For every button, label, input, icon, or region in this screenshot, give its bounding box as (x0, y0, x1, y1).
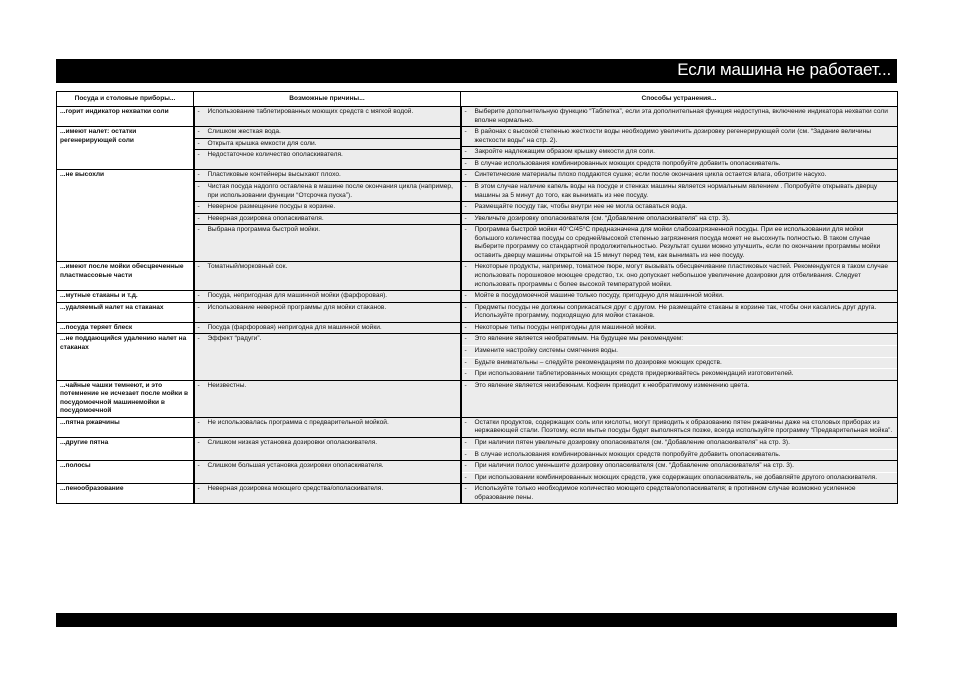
cause-item: - Слишком низкая установка дозировки ополаскивателя. (195, 438, 460, 449)
problem-cell: ...другие пятна (57, 438, 194, 461)
column-header-remedies: Способы устранения... (461, 92, 898, 107)
remedies-cell (461, 417, 898, 437)
cause-item: - Не использовалась программа с предварительной мойкой. (195, 418, 460, 429)
remedy-item: - При наличии пятен увеличьте дозировку ополаскивателя (см. “Добавление ополаскивателя” на стр. 3). (462, 438, 898, 449)
remedy-item: - Размещайте посуду так, чтобы внутри нее не могла оставаться вода. (462, 201, 898, 213)
table-row (57, 170, 898, 262)
table-row (57, 302, 898, 322)
remedy-item: - Программа быстрой мойки 40°C/45°C предназначена для мойки слабозагрязненной посуды. При ее использовании для мойки большого количества посуды со средней/высокой степенью загрязнения посуда может не высохнуть полностью. В таком случае выберите программу со стандартной продолжительностью. Результат сушки можно улучшить, если по окончании программы мойки оставить дверцу машины открытой на 15 минут перед тем, как вынимать из нее посуду. (462, 224, 898, 261)
cause-item: - Слишком жесткая вода. (195, 127, 460, 138)
causes-cell (194, 322, 461, 334)
table-row (57, 461, 898, 484)
table-row (57, 262, 898, 291)
table-row (57, 484, 898, 504)
remedy-item: - Это явление является неизбежным. Кофеин приводит к необратимому изменению цвета. (462, 381, 898, 392)
remedy-item: - В случае использования комбинированных моющих средств попробуйте добавить ополаскиватель. (462, 449, 898, 461)
remedy-item: - Предметы посуды не должны соприкасаться друг с другом. Не размещайте стаканы в корзине так, чтобы они касались друг друга. Используйте программу, подходящую для мойки стаканов. (462, 303, 898, 322)
problem-cell: ...полосы (57, 461, 194, 484)
problem-cell: ...мутные стаканы и т.д. (57, 291, 194, 303)
problem-cell: ...удаляемый налет на стаканах (57, 302, 194, 322)
remedies-cell (461, 380, 898, 417)
remedy-item: - В этом случае наличие капель воды на посуде и стенках машины является нормальным явлением . Попробуйте открывать дверцу машины за 5 минут до того, как вынимать из нее посуду. (462, 181, 898, 201)
causes-cell (194, 461, 461, 484)
problem-cell: ...горит индикатор нехватки соли (57, 107, 194, 127)
causes-cell (194, 302, 461, 322)
cause-item: - Неверное размещение посуды в корзине. (195, 201, 460, 213)
causes-cell (194, 438, 461, 461)
problem-cell: ...не высохли (57, 170, 194, 262)
causes-cell (194, 262, 461, 291)
remedies-cell (461, 484, 898, 504)
column-header-items: Посуда и столовые приборы... (57, 92, 194, 107)
problem-cell: ...чайные чашки темнеют, и это потемнение не исчезает после мойки в посудомоечной машинемойки в посудомоечной (57, 380, 194, 417)
table-row (57, 291, 898, 303)
causes-cell (194, 291, 461, 303)
remedies-cell (461, 438, 898, 461)
table-header-row (57, 92, 898, 107)
remedy-item: - Увеличьте дозировку ополаскивателя (см. “Добавление ополаскивателя” на стр. 3). (462, 213, 898, 225)
cause-item: - Томатный/морковный сок. (195, 262, 460, 273)
remedies-cell (461, 334, 898, 380)
problem-cell: ...имеют после мойки обесцвеченные пластмассовые части (57, 262, 194, 291)
remedy-item: - Выберите дополнительную функцию “Таблетка”, если эта дополнительная функция недоступна, включение индикатора нехватки соли вполне нормально. (462, 107, 898, 126)
table-row (57, 322, 898, 334)
remedy-item: - Это явление является необратимым. На будущее мы рекомендуем: (462, 334, 898, 345)
table-row (57, 438, 898, 461)
title-bar (56, 59, 897, 83)
cause-item: - Посуда, непригодная для машинной мойки (фарфоровая). (195, 291, 460, 302)
cause-item: - Использование таблетированных моющих средств с мягкой водой. (195, 107, 460, 118)
remedy-item: - Мойте в посудомоечной машине только посуду, пригодную для машинной мойки. (462, 291, 898, 302)
problem-cell: ...посуда теряет блеск (57, 322, 194, 334)
cause-item: - Посуда (фарфоровая) непригодна для машинной мойки. (195, 323, 460, 334)
cause-item: - Открыта крышка емкости для соли. (195, 138, 460, 150)
causes-cell (194, 417, 461, 437)
page-title: Если машина не работает... (677, 60, 891, 79)
cause-item: - Неверная дозировка моющего средства/ополаскивателя. (195, 484, 460, 495)
causes-cell (194, 170, 461, 262)
remedy-item: - В районах с высокой степенью жесткости воды необходимо увеличить дозировку регенерирующей соли (см. “Задание величины жесткости воды” на стр. 2). (462, 127, 898, 146)
cause-item: - Недостаточное количество ополаскивателя. (195, 149, 460, 161)
remedy-item: - Синтетические материалы плохо поддаются сушке; если после окончания цикла остается влага, оботрите насухо. (462, 170, 898, 181)
remedy-item: - Измените настройку системы смягчения воды. (462, 345, 898, 357)
remedy-item: - При использовании таблетированных моющих средств придерживайтесь рекомендаций изготовителей. (462, 368, 898, 380)
causes-cell (194, 127, 461, 170)
problem-cell: ...пятна ржавчины (57, 417, 194, 437)
table-row (57, 127, 898, 170)
remedy-item: - Закройте надлежащим образом крышку емкости для соли. (462, 146, 898, 158)
causes-cell (194, 380, 461, 417)
remedies-cell (461, 322, 898, 334)
cause-item: - Эффект “радуги”. (195, 334, 460, 345)
remedies-cell (461, 461, 898, 484)
cause-item: - Неверная дозировка ополаскивателя. (195, 213, 460, 225)
remedies-cell (461, 262, 898, 291)
cause-item: - Неизвестны. (195, 381, 460, 392)
remedy-item: - Остатки продуктов, содержащих соль или кислоты, могут приводить к образованию пятен ржавчины даже на столовых приборах из нержавеющей стали. Поэтому, если мытье посуды будет выполняться позже, всегда используйте программу “Предварительная мойка”. (462, 418, 898, 437)
remedies-cell (461, 291, 898, 303)
causes-cell (194, 107, 461, 127)
table-row (57, 380, 898, 417)
cause-item: - Выбрана программа быстрой мойки. (195, 224, 460, 236)
troubleshooting-table (56, 91, 898, 504)
remedies-cell (461, 107, 898, 127)
column-header-causes: Возможные причины... (194, 92, 461, 107)
cause-item: - Чистая посуда надолго оставлена в машине после окончания цикла (например, при использовании функции “Отсрочка пуска”). (195, 181, 460, 201)
cause-item: - Использование неверной программы для мойки стаканов. (195, 303, 460, 314)
remedy-item: - При наличии полос уменьшите дозировку ополаскивателя (см. “Добавление ополаскивателя” на стр. 3). (462, 461, 898, 472)
problem-cell: ...имеют налет: остатки регенерирующей соли (57, 127, 194, 170)
cause-item: - Слишком большая установка дозировки ополаскивателя. (195, 461, 460, 472)
problem-cell: ...пенообразование (57, 484, 194, 504)
remedy-item: - При использовании комбинированных моющих средств, уже содержащих ополаскиватель, не добавляйте другого ополаскивателя. (462, 472, 898, 484)
remedies-cell (461, 302, 898, 322)
causes-cell (194, 334, 461, 380)
remedy-item: - В случае использования комбинированных моющих средств попробуйте добавить ополаскиватель. (462, 158, 898, 170)
problem-cell: ...не поддающийся удалению налет на стаканах (57, 334, 194, 380)
table-row (57, 334, 898, 380)
table-row (57, 107, 898, 127)
table-row (57, 417, 898, 437)
remedy-item: - Некоторые типы посуды непригодны для машинной мойки. (462, 323, 898, 334)
cause-item: - Пластиковые контейнеры высыхают плохо. (195, 170, 460, 181)
remedy-item: - Используйте только необходимое количество моющего средства/ополаскивателя; в противном случае возможно усиленное образование пены. (462, 484, 898, 503)
remedies-cell (461, 170, 898, 262)
causes-cell (194, 484, 461, 504)
footer-bar (56, 613, 897, 627)
remedy-item: - Некоторые продукты, например, томатное пюре, могут вызывать обесцвечивание пластиковых частей. Рекомендуется в таком случае использовать порошковое моющее средство, т.к. оно допускает небольшое увеличение дозировки для отбеливания. Следует использовать программы с более высокой температурой мойки. (462, 262, 898, 290)
remedies-cell (461, 127, 898, 170)
remedy-item: - Будьте внимательны – следуйте рекомендациям по дозировке моющих средств. (462, 357, 898, 369)
